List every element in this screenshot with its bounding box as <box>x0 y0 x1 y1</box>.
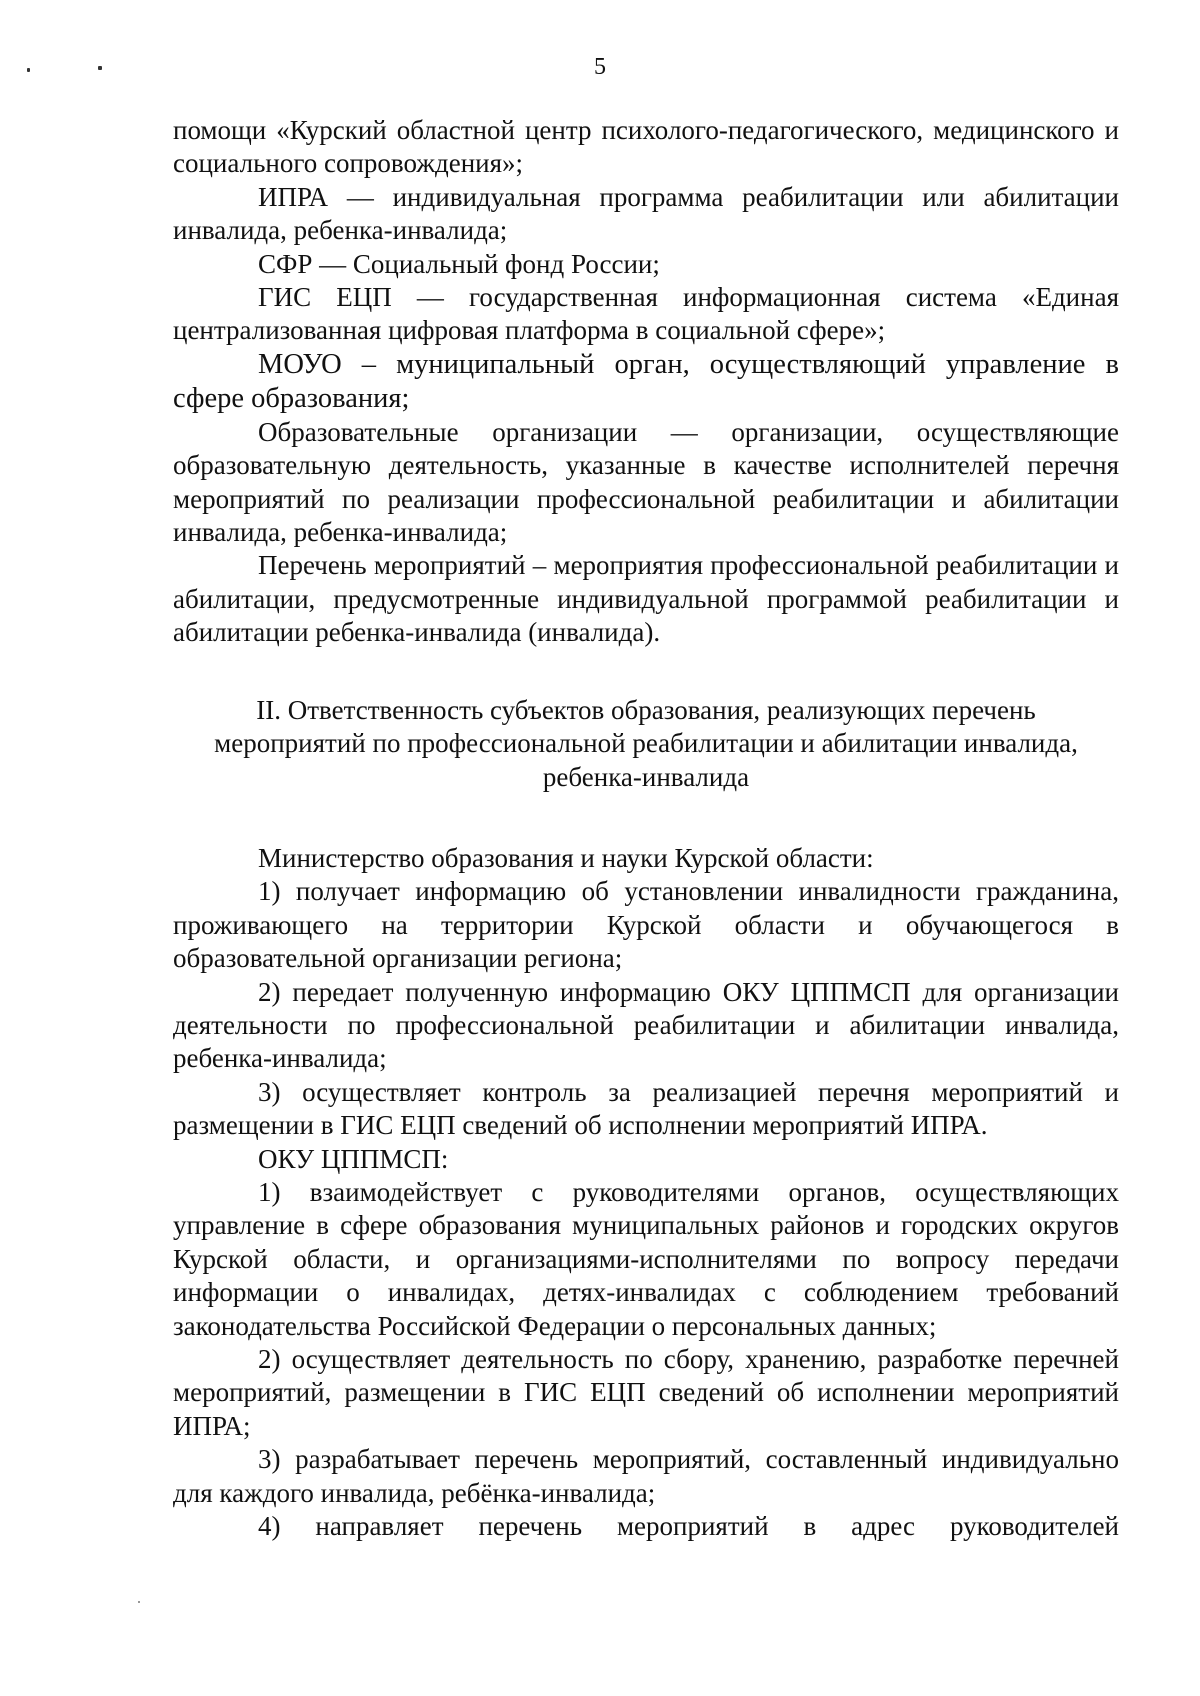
paragraph-continuation: помощи «Курский областной центр психолого-педагогического, медицинского и социального сопровождения»; <box>173 115 1119 179</box>
scan-speck <box>138 1601 140 1603</box>
paragraph-sfr-definition: СФР — Социальный фонд России; <box>258 248 660 279</box>
okucppmsp-item: 2) осуществляет деятельность по сбору, хранению, разработке перечней мероприятий, размещении в ГИС ЕЦП сведений об исполнении мероприятий ИПРА; <box>173 1344 1119 1441</box>
paragraph-list-definition: Перечень мероприятий – мероприятия профессиональной реабилитации и абилитации, предусмотренные индивидуальной программой реабилитации и абилитации ребенка-инвалида (инвалида). <box>173 550 1119 648</box>
paragraph-mouo-definition: МОУО – муниципальный орган, осуществляющий управление в сфере образования; <box>173 348 1119 414</box>
section-heading-line: II. Ответственность субъектов образования, реализующих перечень <box>256 694 1036 725</box>
ministry-item: 3) осуществляет контроль за реализацией перечня мероприятий и размещении в ГИС ЕЦП сведений об исполнении мероприятий ИПРА. <box>173 1076 1119 1141</box>
ministry-intro: Министерство образования и науки Курской области: <box>258 842 874 873</box>
okucppmsp-item: 3) разрабатывает перечень мероприятий, составленный индивидуально для каждого инвалида, ребёнка-инвалида; <box>173 1444 1119 1508</box>
paragraph-gis-definition: ГИС ЕЦП — государственная информационная система «Единая централизованная цифровая платформа в социальной сфере»; <box>173 282 1119 346</box>
page-number: 5 <box>594 54 606 80</box>
ministry-block <box>173 842 1119 1143</box>
paragraph-orgs-definition: Образовательные организации — организации, осуществляющие образовательную деятельность, указанные в качестве исполнителей перечня мероприятий по реализации профессиональной реабилитации и абилитации инвалида, ребенка-инвалида; <box>173 416 1119 548</box>
okucppmsp-item: 1) взаимодействует с руководителями органов, осуществляющих управление в сфере образования муниципальных районов и городских округов Курской области, и организациями-исполнителями по вопросу передачи информации о инвалидах, детях-инвалидах с соблюдением требований законодательства Российской Федерации о персональных данных; <box>173 1176 1119 1341</box>
section-heading-line: мероприятий по профессиональной реабилитации и абилитации инвалида, <box>214 728 1078 759</box>
section-heading-line: ребенка-инвалида <box>542 761 750 792</box>
okucppmsp-block <box>173 1143 1119 1544</box>
ministry-item: 1) получает информацию об установлении инвалидности гражданина, проживающего на территории Курской области и обучающегося в образовательной организации региона; <box>173 876 1119 974</box>
document-body <box>173 114 1119 1543</box>
paragraph-ipra-definition: ИПРА — индивидуальная программа реабилитации или абилитации инвалида, ребенка-инвалида; <box>173 181 1119 246</box>
section-heading <box>173 694 1119 794</box>
okucppmsp-intro: ОКУ ЦППМСП: <box>258 1143 449 1174</box>
okucppmsp-item: 4) направляет перечень мероприятий в адрес руководителей <box>258 1511 1119 1542</box>
ministry-item: 2) передает полученную информацию ОКУ ЦППМСП для организации деятельности по профессиональной реабилитации и абилитации инвалида, ребенка-инвалида; <box>173 976 1119 1074</box>
